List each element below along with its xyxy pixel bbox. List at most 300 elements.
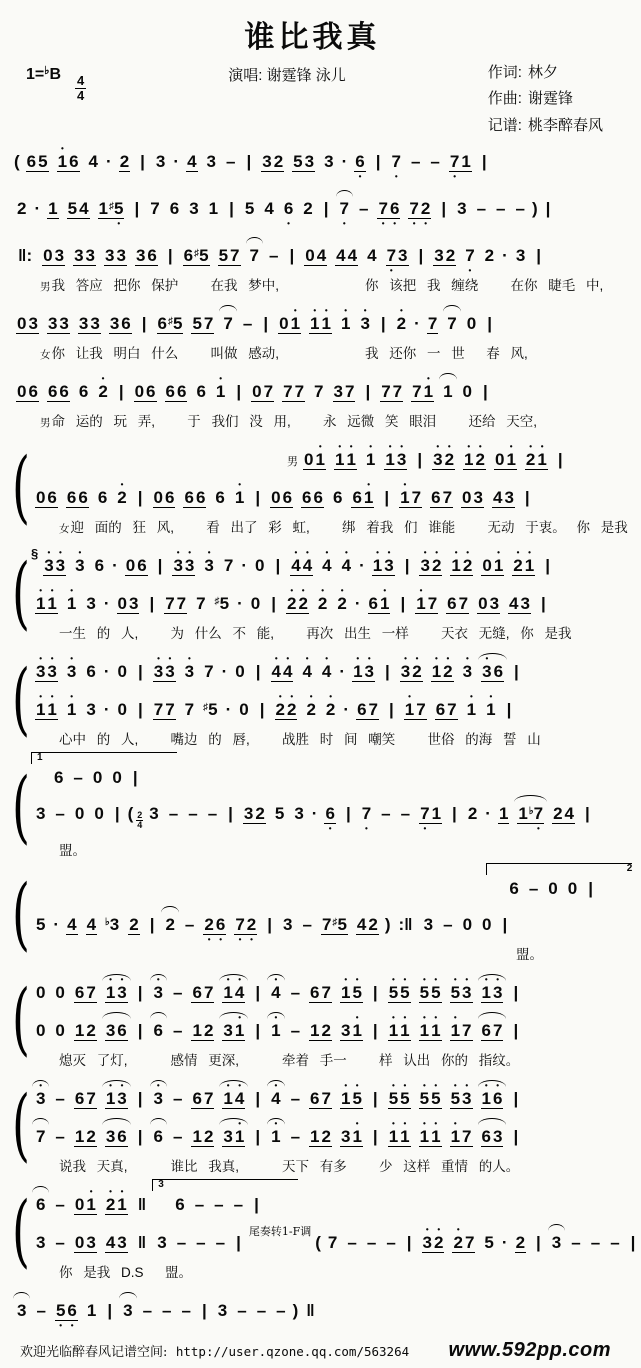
octave-dot: •	[274, 653, 278, 663]
footer-note: 欢迎光临醉春风记谱空间:	[20, 1344, 168, 1360]
note-group	[35, 585, 58, 614]
note-token	[380, 383, 403, 402]
note-digit: 0	[304, 449, 314, 469]
note-group	[352, 653, 375, 682]
note-digit: 7 •	[235, 914, 245, 944]
note-token	[309, 1128, 332, 1147]
duration-dash: –	[430, 151, 440, 171]
note-group	[450, 1080, 473, 1109]
barline: |	[229, 198, 234, 218]
note-digit: 0	[92, 767, 103, 787]
lyrics-line	[31, 728, 613, 748]
note-digit: 3	[324, 151, 334, 171]
note-group	[191, 1128, 214, 1147]
note-token	[551, 1234, 562, 1251]
octave-dot: •	[188, 653, 191, 663]
note-digit: 7	[492, 1020, 503, 1040]
note-token	[203, 547, 214, 575]
note-group	[388, 1080, 411, 1109]
note-token	[249, 247, 260, 264]
note-digit: 3	[86, 593, 96, 613]
note-digit: 5 •	[419, 1080, 430, 1108]
score-line-content	[31, 751, 613, 859]
note-group	[105, 1234, 128, 1253]
note-token	[85, 595, 96, 612]
note-group	[85, 662, 96, 681]
note-group	[97, 373, 108, 401]
accidental-icon: ♭	[528, 805, 533, 817]
note-group	[431, 653, 454, 682]
note-digit: 1 •	[380, 585, 390, 613]
note-token	[462, 383, 473, 400]
note-digit: 6	[35, 1194, 46, 1214]
note-token	[481, 1022, 504, 1041]
duration-dot: ·	[341, 151, 348, 171]
duration-dash: –	[162, 1300, 172, 1320]
note-group	[111, 768, 122, 787]
octave-dot: •	[70, 653, 74, 663]
score-line-content	[31, 1178, 636, 1281]
note-group	[153, 1127, 164, 1146]
note-token	[191, 1090, 214, 1109]
note-digit: 5	[192, 313, 202, 333]
note-token	[54, 984, 65, 1001]
note-token	[422, 1224, 445, 1253]
note-group	[263, 199, 274, 218]
note-token	[547, 880, 558, 897]
note-digit: 1 •	[431, 1012, 441, 1040]
note-group	[74, 1234, 97, 1253]
octave-dot: •	[188, 547, 192, 557]
note-digit: 3	[117, 1232, 127, 1252]
note-token	[323, 153, 334, 170]
note-token	[446, 595, 469, 614]
octave-dot: •	[338, 441, 342, 451]
note-token	[35, 1128, 46, 1145]
barline: |	[513, 1020, 519, 1040]
note-token	[388, 1080, 411, 1109]
note-group	[35, 489, 58, 508]
note-digit: 7	[416, 699, 426, 719]
note-group	[481, 547, 504, 576]
note-token	[456, 200, 467, 217]
note-digit: 2 •	[286, 691, 297, 719]
note-digit: 4	[356, 914, 367, 934]
note-digit: 3	[86, 1232, 96, 1252]
note-digit: 7 •	[533, 803, 544, 833]
note-digit: 4	[67, 914, 77, 934]
note-digit: 0	[250, 593, 261, 613]
note-token	[57, 143, 80, 172]
note-digit: 7	[203, 1088, 214, 1108]
note-digit: 6	[332, 487, 343, 507]
barline: |	[384, 487, 390, 507]
note-digit: 1 •	[451, 547, 461, 575]
note-digit: 3	[105, 245, 115, 265]
note-digit: 2	[321, 1020, 331, 1040]
note-digit: 5	[293, 151, 303, 171]
note-digit: 3 •	[204, 547, 214, 575]
duration-dash: –	[214, 1194, 224, 1214]
music-voice	[12, 1290, 613, 1328]
note-token	[450, 547, 473, 576]
octave-dot: •	[207, 547, 211, 557]
score-line	[12, 972, 613, 1069]
note-digit: 3	[35, 803, 46, 823]
note-digit: 1 •	[352, 1012, 362, 1040]
note-group	[481, 915, 492, 934]
site-watermark: www.592pp.com	[448, 1338, 611, 1361]
note-digit: 3 •	[47, 653, 57, 681]
note-digit: 2	[368, 914, 378, 934]
octave-dot: •	[176, 547, 180, 557]
note-digit: 3 •	[173, 547, 183, 575]
octave-dot: •	[274, 1118, 278, 1128]
duration-dash: –	[73, 767, 83, 787]
note-group	[515, 1234, 526, 1253]
note-token	[74, 547, 85, 575]
note-token	[515, 247, 526, 264]
note-digit: 7	[86, 982, 96, 1002]
note-token	[222, 1012, 245, 1041]
note-token	[305, 691, 316, 719]
note-group	[203, 914, 226, 944]
barline: |	[585, 803, 590, 823]
octave-dot: •	[238, 934, 242, 944]
note-group	[340, 305, 351, 333]
note-group	[74, 1186, 97, 1215]
note-group	[218, 247, 241, 266]
duration-dash: –	[226, 151, 236, 171]
octave-dot: •	[78, 547, 82, 557]
note-digit: 2	[515, 1232, 526, 1252]
note-digit: 6	[59, 381, 69, 401]
note-group	[169, 199, 180, 218]
note-token	[419, 1012, 442, 1041]
accidental-icon: ♯	[109, 200, 114, 212]
note-group	[390, 151, 401, 181]
note-digit: 2 •	[475, 441, 485, 469]
note-digit: 1 •	[419, 1012, 430, 1040]
barline: |	[524, 487, 530, 507]
octave-dot: •	[238, 1080, 242, 1090]
octave-dot: •	[70, 691, 74, 701]
octave-dot: •	[484, 1080, 488, 1090]
octave-dot: •	[422, 1118, 426, 1128]
barline: |	[588, 878, 593, 898]
note-token	[35, 1022, 46, 1039]
note-token	[186, 153, 197, 172]
note-digit: 1 •	[524, 547, 535, 575]
note-digit: 3	[149, 803, 159, 823]
note-digit: 6	[195, 487, 206, 507]
note-digit: 6	[121, 313, 131, 333]
note-token	[153, 1022, 164, 1039]
note-digit: 3	[223, 1126, 233, 1146]
note-digit: 1 •	[315, 441, 325, 469]
octave-dot: •	[286, 653, 290, 663]
note-group	[153, 701, 176, 720]
note-token	[390, 151, 401, 181]
duration-dot: ·	[343, 699, 350, 719]
note-digit: 7	[150, 198, 160, 218]
note-group	[66, 585, 77, 613]
note-token	[309, 305, 332, 334]
barline: |	[267, 914, 273, 934]
note-group	[427, 315, 438, 334]
duration-dot: ·	[112, 555, 118, 575]
duration-dash: –	[55, 1232, 65, 1252]
duration-dot: ·	[173, 151, 180, 171]
slur-arc	[514, 795, 547, 802]
octave-dot: •	[383, 585, 387, 595]
note-group	[332, 488, 343, 507]
note-digit: 6	[447, 593, 457, 613]
note-group	[399, 479, 422, 508]
note-group	[449, 151, 472, 181]
note-group	[301, 653, 312, 681]
note-token	[105, 1186, 128, 1215]
note-digit: 0	[35, 982, 46, 1002]
duration-dash: –	[290, 1126, 301, 1146]
duration-dot: ·	[354, 593, 361, 613]
octave-dot: •	[306, 547, 309, 557]
note-group	[512, 547, 535, 576]
octave-dot: •	[274, 1012, 278, 1022]
octave-dot: •	[355, 1012, 359, 1022]
note-digit: 3	[340, 1020, 351, 1040]
barline: |	[502, 914, 508, 934]
note-group	[415, 585, 438, 614]
note-token	[183, 489, 206, 508]
note-group	[42, 247, 65, 266]
note-digit: 6	[28, 381, 38, 401]
octave-dot: •	[404, 653, 407, 663]
note-token	[359, 305, 370, 333]
octave-dot: •	[156, 1080, 160, 1090]
note-digit: 5	[35, 914, 46, 934]
octave-dot: •	[325, 653, 329, 663]
note-digit: 6	[137, 555, 147, 575]
note-group	[477, 595, 500, 614]
parenthesis: )	[384, 914, 391, 934]
note-token	[117, 701, 128, 718]
note-digit: 3	[109, 914, 120, 934]
note-token	[567, 880, 578, 897]
note-group	[388, 974, 411, 1003]
barline: |	[540, 593, 546, 613]
note-token	[304, 247, 327, 266]
note-digit: 7	[462, 1126, 472, 1146]
note-token	[78, 383, 89, 400]
note-token	[450, 974, 473, 1003]
note-group	[172, 547, 195, 576]
note-token	[43, 547, 66, 576]
duration-dash: –	[215, 1232, 226, 1252]
time-bottom: 4	[137, 820, 143, 831]
note-token	[481, 1080, 504, 1109]
note-group	[290, 547, 313, 576]
note-group	[135, 247, 158, 266]
note-digit: 0	[125, 555, 136, 575]
note-token	[234, 479, 245, 507]
slur-arc	[246, 237, 263, 244]
note-token	[388, 974, 411, 1003]
barline: |	[132, 767, 138, 787]
octave-dot: •	[109, 1186, 112, 1196]
note-digit: 2	[17, 198, 27, 218]
note-group	[292, 153, 315, 172]
note-digit: 1 •	[431, 653, 442, 681]
note-group	[278, 305, 301, 334]
lyrics-text: 盟。	[58, 842, 86, 858]
score-line	[12, 862, 633, 963]
note-digit: 3	[304, 151, 315, 171]
note-digit: 3 •	[400, 653, 411, 681]
duration-dash: –	[168, 803, 179, 823]
slur-arc	[150, 1118, 167, 1125]
duration-dash: –	[366, 1232, 377, 1252]
note-group	[372, 547, 395, 576]
score-line	[12, 545, 613, 642]
note-group	[386, 245, 409, 275]
note-digit: 1 •	[234, 1012, 245, 1040]
note-token	[494, 441, 517, 470]
octave-dot: •	[47, 547, 51, 557]
barline: |	[141, 313, 147, 333]
score-line-content	[31, 651, 613, 748]
barline: |	[255, 661, 261, 681]
note-digit: 1 •	[271, 1012, 281, 1040]
note-token	[498, 805, 509, 824]
barline: |	[137, 982, 143, 1002]
score-line	[12, 235, 613, 294]
score-line-content	[12, 235, 613, 294]
lyrics-line	[12, 410, 613, 430]
note-digit: 5	[219, 593, 230, 613]
duration-dot: ·	[414, 313, 420, 333]
octave-dot: •	[50, 585, 54, 595]
note-token	[93, 805, 104, 822]
barline: |	[236, 381, 242, 401]
note-token	[134, 383, 157, 402]
note-digit: 3 •	[153, 653, 164, 681]
music-voice	[12, 235, 613, 273]
note-group	[419, 1080, 442, 1109]
note-digit: 1 •	[117, 1186, 127, 1214]
note-digit: 1 •	[466, 691, 477, 719]
key-signature	[26, 64, 86, 104]
note-digit: 7	[327, 1232, 338, 1252]
note-digit: 2 •	[325, 691, 336, 719]
note-token	[251, 383, 274, 402]
score-line	[12, 439, 628, 536]
octave-dot: •	[434, 974, 438, 984]
slur-arc	[102, 1012, 131, 1019]
note-group	[419, 1118, 442, 1147]
note-digit: 3	[473, 487, 483, 507]
note-token	[283, 198, 294, 228]
footer-left	[20, 1341, 409, 1361]
note-token	[340, 305, 351, 333]
note-group	[309, 1128, 332, 1147]
note-token	[174, 1196, 185, 1213]
note-token	[55, 1300, 78, 1330]
note-digit: 1 •	[223, 974, 233, 1002]
duration-dot: ·	[53, 914, 60, 934]
note-token	[400, 653, 423, 682]
octave-dot: •	[403, 479, 407, 489]
octave-dot: •	[408, 691, 411, 701]
note-digit: 7 •	[420, 803, 430, 833]
note-token	[254, 557, 265, 574]
note-digit: 5 •	[352, 1080, 362, 1108]
note-group	[483, 1233, 494, 1252]
barline: |	[372, 1126, 378, 1146]
duration-dash: –	[55, 1126, 65, 1146]
duration-dash: –	[347, 1232, 357, 1252]
note-group	[16, 199, 27, 218]
note-token	[270, 489, 293, 508]
note-digit: 3	[262, 151, 272, 171]
note-token	[483, 1234, 494, 1251]
lyrics-voice-label: 女	[58, 522, 70, 535]
note-digit: 1 •	[47, 691, 57, 719]
note-digit: 6	[66, 487, 77, 507]
octave-dot: •	[392, 974, 395, 984]
note-digit: 2 •	[525, 441, 536, 469]
note-digit: 6	[78, 381, 89, 401]
note-digit: 0	[55, 982, 65, 1002]
note-group	[183, 247, 210, 266]
note-digit: 3	[504, 487, 514, 507]
note-group	[341, 547, 352, 575]
octave-dot: •	[238, 974, 242, 984]
system-brace: (	[12, 652, 30, 744]
note-token	[86, 916, 97, 935]
note-group	[446, 595, 469, 614]
footer-url[interactable]: http://user.qzone.qq.com/563264	[175, 1343, 410, 1359]
note-digit: 1 •	[234, 479, 245, 507]
note-digit: 4	[564, 803, 575, 823]
note-digit: 5 •	[55, 1300, 66, 1330]
note-digit: 7 •	[465, 245, 475, 275]
note-token	[149, 200, 160, 217]
lyrics-line	[31, 622, 613, 642]
note-token	[105, 1080, 128, 1109]
note-group	[116, 479, 127, 507]
note-group	[109, 315, 132, 334]
note-digit: 2 •	[98, 373, 108, 401]
accidental-icon: ♯	[167, 315, 172, 327]
note-token	[481, 916, 492, 933]
note-group	[384, 441, 407, 470]
barline: |	[536, 245, 542, 265]
note-digit: 0	[117, 661, 127, 681]
note-digit: 6	[176, 381, 187, 401]
note-group	[303, 441, 326, 470]
note-digit: 2 •	[453, 1224, 463, 1252]
note-digit: 1 •	[400, 1012, 410, 1040]
octave-dot: •	[60, 143, 64, 153]
octave-dot: •	[344, 1080, 348, 1090]
barline: |	[506, 699, 512, 719]
note-group	[149, 199, 160, 218]
octave-dot: •	[250, 934, 253, 944]
note-token	[442, 383, 453, 400]
note-digit: 7	[153, 699, 164, 719]
note-digit: 1 •	[537, 441, 547, 469]
